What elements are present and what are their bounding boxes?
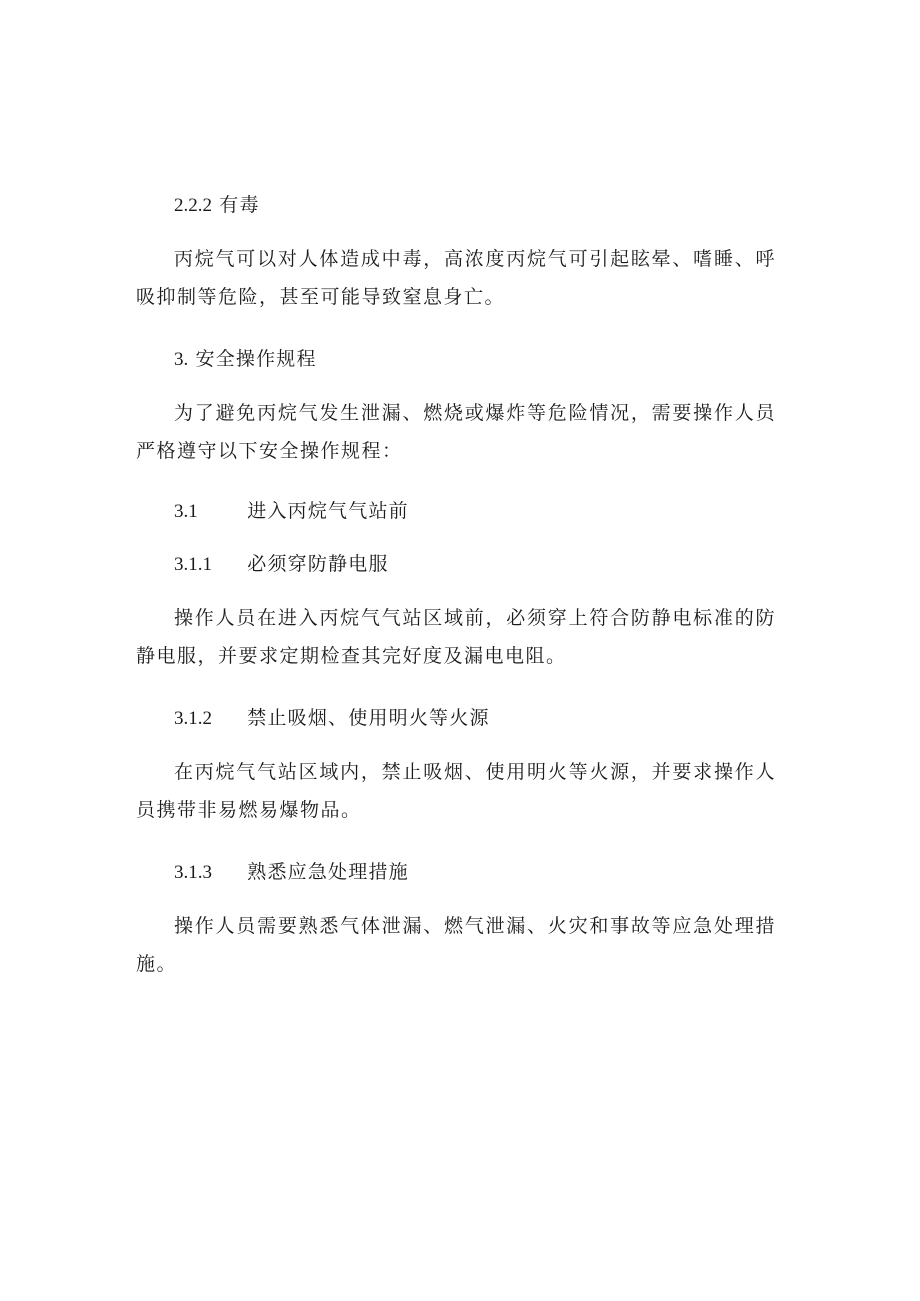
heading-number: 3. (174, 349, 189, 370)
heading-2-2-2 (174, 190, 260, 221)
heading-title: 安全操作规程 (195, 348, 317, 370)
heading-number: 2.2.2 (174, 195, 212, 216)
heading-title: 必须穿防静电服 (247, 553, 389, 575)
heading-title: 有毒 (219, 194, 260, 216)
heading-title: 进入丙烷气气站前 (247, 500, 409, 522)
heading-title: 熟悉应急处理措施 (247, 861, 409, 883)
heading-3 (174, 344, 317, 375)
heading-3-1 (174, 496, 409, 527)
paragraph-no-fire: 在丙烷气气站区域内，禁止吸烟、使用明火等火源，并要求操作人员携带非易燃易爆物品。 (136, 761, 776, 821)
heading-number: 3.1.3 (174, 862, 212, 883)
heading-number: 3.1.1 (174, 554, 212, 575)
heading-3-1-1 (174, 549, 389, 580)
paragraph-emergency: 操作人员需要熟悉气体泄漏、燃气泄漏、火灾和事故等应急处理措施。 (136, 915, 776, 975)
heading-title: 禁止吸烟、使用明火等火源 (247, 707, 490, 729)
paragraph-antistatic: 操作人员在进入丙烷气气站区域前，必须穿上符合防静电标准的防静电服，并要求定期检查其完好度及漏电电阻。 (136, 607, 776, 667)
paragraph-toxicity: 丙烷气可以对人体造成中毒，高浓度丙烷气可引起眩晕、嗜睡、呼吸抑制等危险，甚至可能导致窒息身亡。 (136, 248, 776, 308)
paragraph-intro: 为了避免丙烷气发生泄漏、燃烧或爆炸等危险情况，需要操作人员严格遵守以下安全操作规程： (136, 402, 776, 462)
heading-3-1-2 (174, 703, 490, 734)
heading-3-1-3 (174, 857, 409, 888)
heading-number: 3.1.2 (174, 708, 212, 729)
heading-number: 3.1 (174, 501, 198, 522)
